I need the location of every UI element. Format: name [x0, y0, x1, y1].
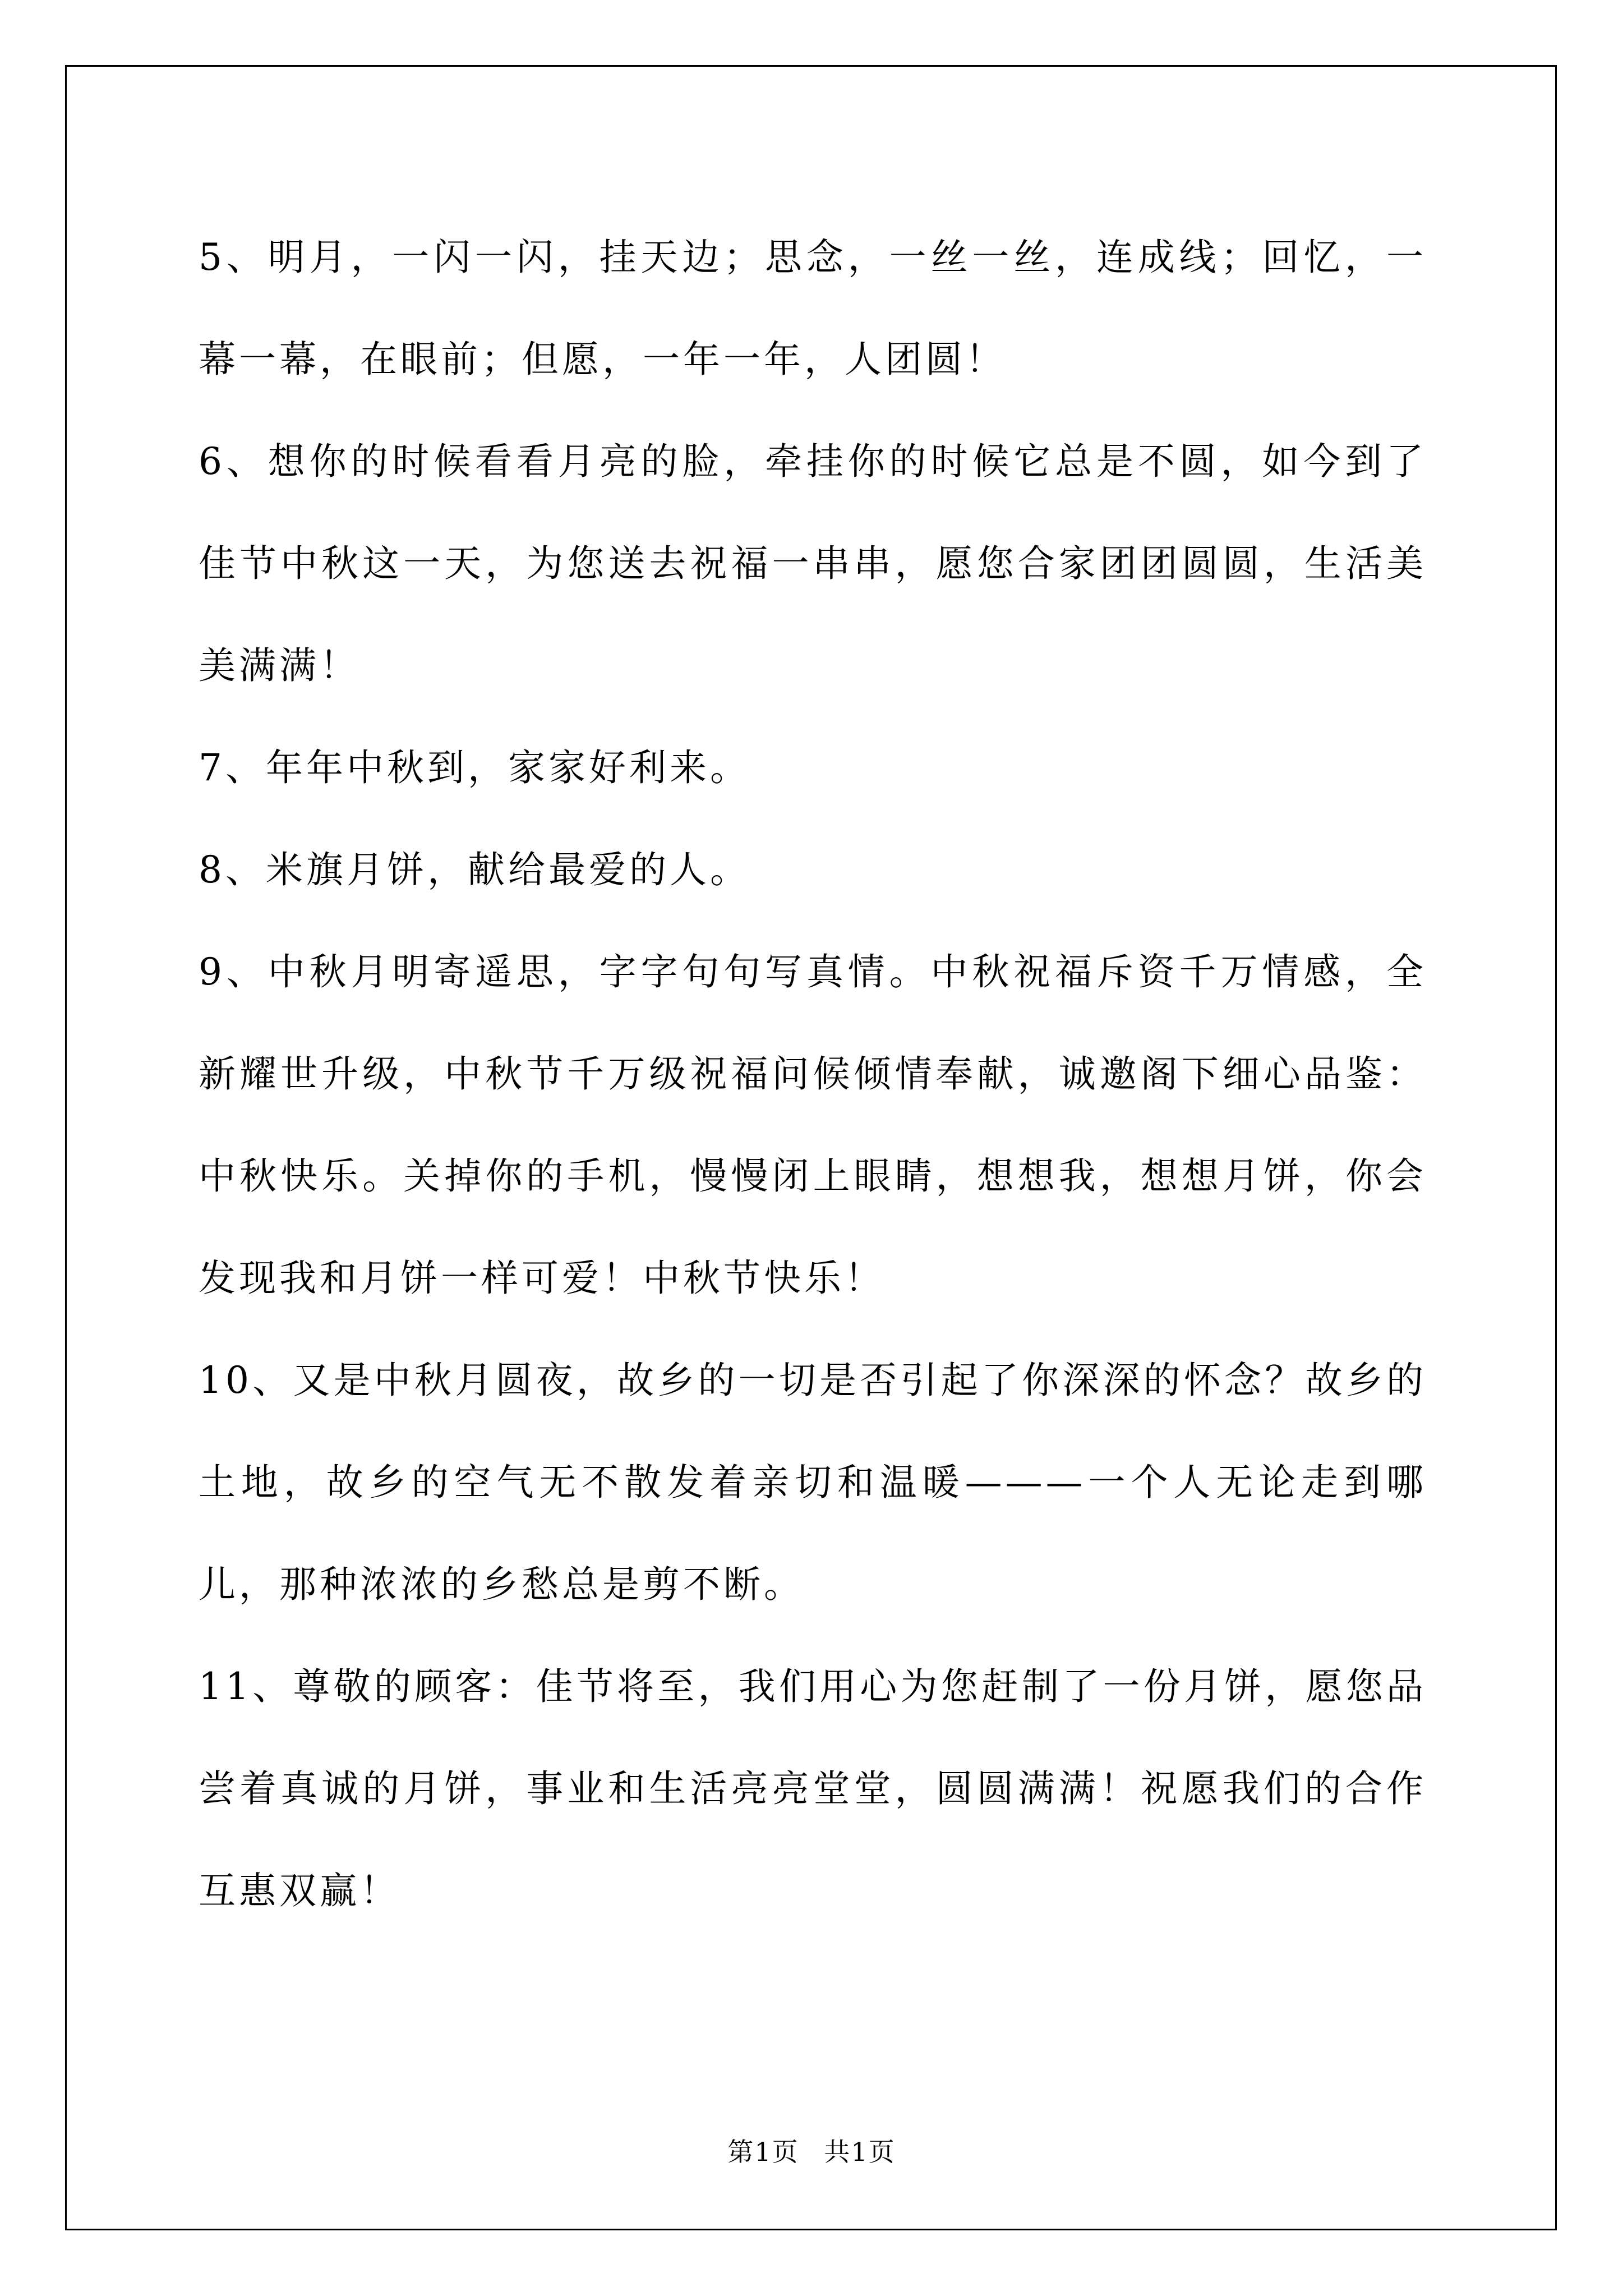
paragraph-7: 7、年年中秋到，家家好利来。: [199, 746, 750, 789]
page-number-total: 共1页: [824, 2137, 896, 2167]
paragraph-9: 9、中秋月明寄遥思，字字句句写真情。中秋祝福斥资千万情感，全新耀世升级，中秋节千万级祝福问候倾情奉献，诚邀阁下细心品鉴：中秋快乐。关掉你的手机，慢慢闭上眼睛，想想我，想想月饼，你会发现我和月饼一样可爱！中秋节快乐！: [199, 950, 1427, 1300]
document-body: [199, 206, 1427, 1942]
paragraph-5: 5、明月，一闪一闪，挂天边；思念，一丝一丝，连成线；回忆，一幕一幕，在眼前；但愿，一年一年，人团圆！: [199, 236, 1427, 381]
paragraph-8: 8、米旗月饼，献给最爱的人。: [199, 848, 750, 891]
paragraph-11: 11、尊敬的顾客：佳节将至，我们用心为您赶制了一份月饼，愿您品尝着真诚的月饼，事业和生活亮亮堂堂，圆圆满满！祝愿我们的合作互惠双赢！: [199, 1665, 1427, 1912]
paragraph-10: 10、又是中秋月圆夜，故乡的一切是否引起了你深深的怀念？故乡的土地，故乡的空气无不散发着亲切和温暖———一个人无论走到哪儿，那种浓浓的乡愁总是剪不断。: [199, 1359, 1427, 1606]
page-number-current: 第1页: [727, 2137, 799, 2167]
page-footer: [0, 2132, 1623, 2169]
paragraph-6: 6、想你的时候看看月亮的脸，牵挂你的时候它总是不圆，如今到了佳节中秋这一天，为您送去祝福一串串，愿您合家团团圆圆，生活美美满满！: [199, 440, 1427, 687]
